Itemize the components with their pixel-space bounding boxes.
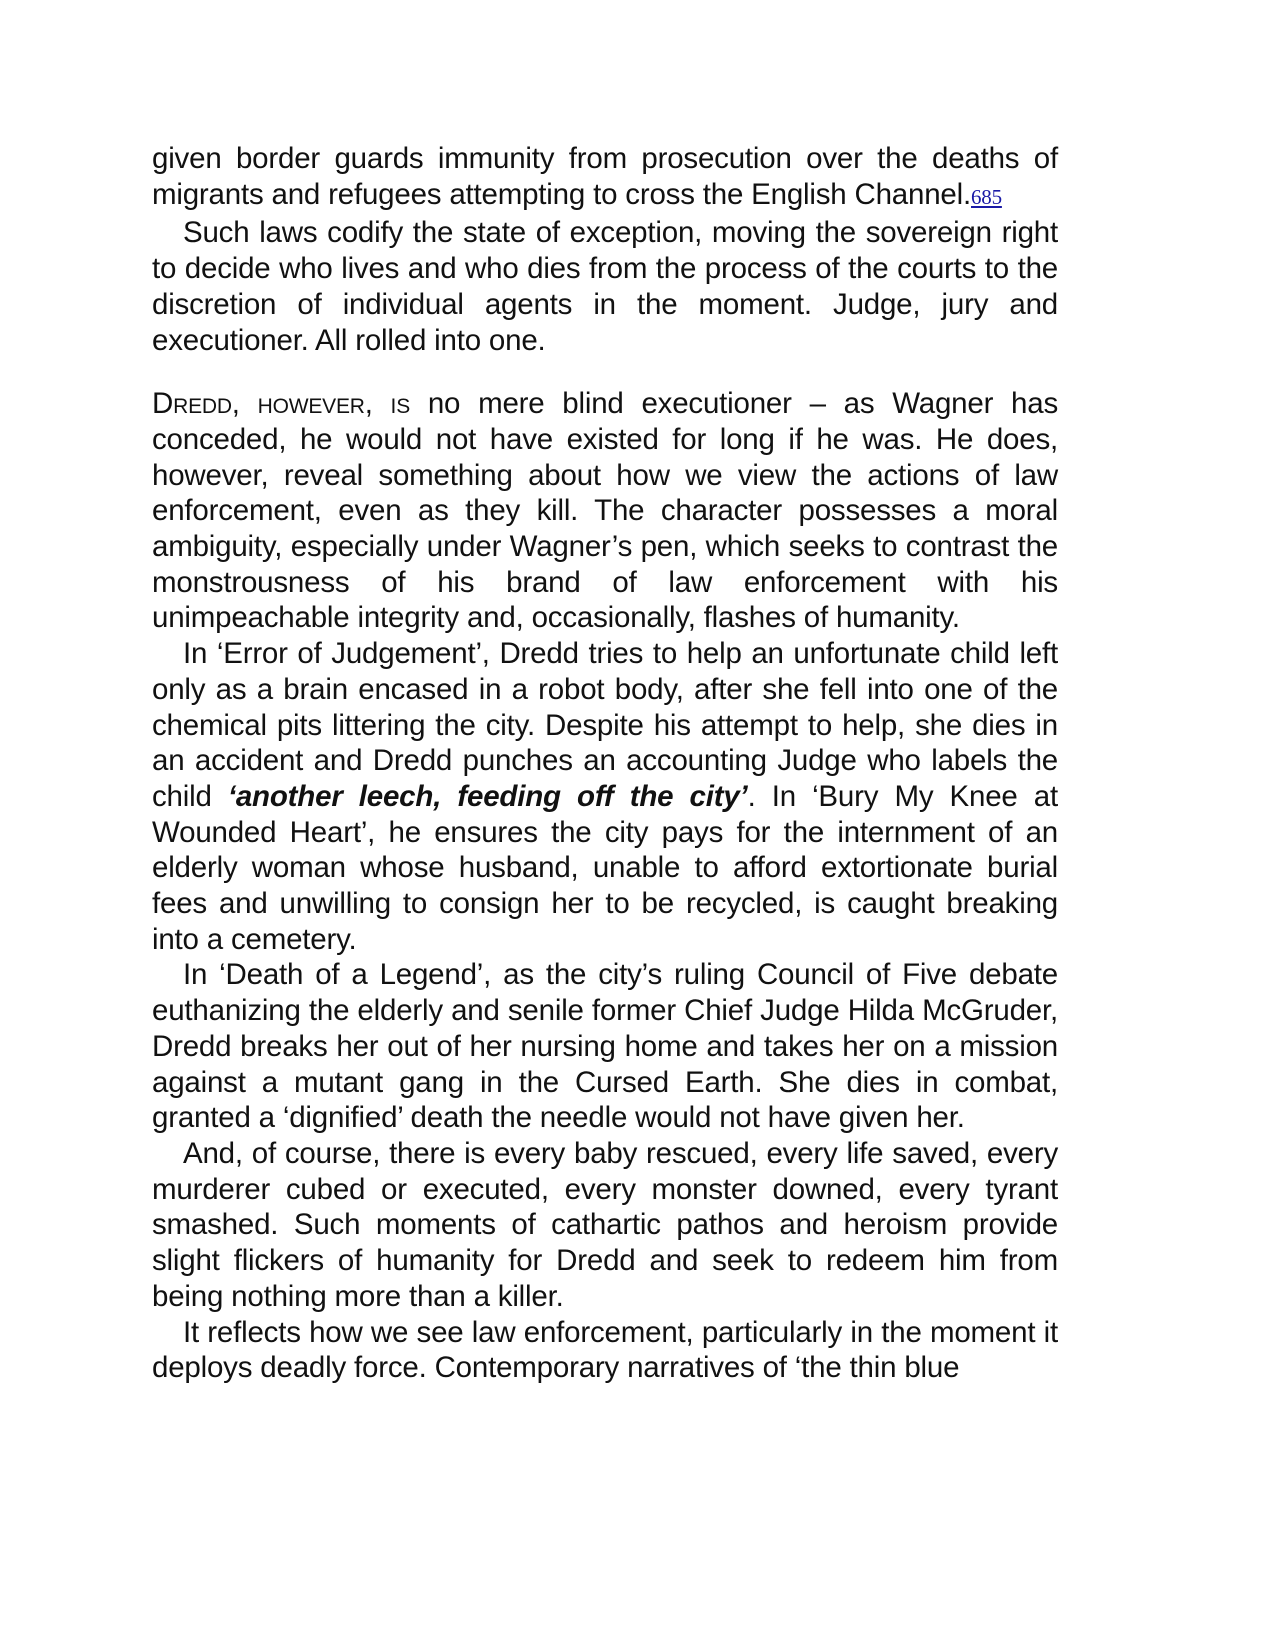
paragraph-6: And, of course, there is every baby rescued, every life saved, every murderer cubed or executed, every monster downed, every tyrant smashed. Such moments of cathartic pathos and heroism provide slight flickers of humanity for Dredd and seek to redeem him from being nothing more than a killer. [152,1136,1058,1313]
paragraph-1-text: given border guards immunity from prosecution over the deaths of migrants and refugees attempting to cross the English Channel. [152,142,1058,211]
paragraph-3-text: no mere blind executioner – as Wagner has conceded, he would not have existed for long if he was. He does, however, reveal something about how we view the actions of law enforcement, even as they kill. The character possesses a moral ambiguity, especially under Wagner’s pen, which seeks to contrast the monstrousness of his brand of law enforcement with his unimpeachable integrity and, occasionally, flashes of humanity. [152,387,1058,635]
paragraph-1 [152,141,1058,215]
document-page [152,141,1058,1386]
paragraph-5: In ‘Death of a Legend’, as the city’s ruling Council of Five debate euthanizing the elderly and senile former Chief Judge Hilda McGruder, Dredd breaks her out of her nursing home and takes her on a mission against a mutant gang in the Cursed Earth. She dies in combat, granted a ‘dignified’ death the needle would not have given her. [152,958,1058,1135]
footnote-link-685[interactable]: 685 [971,184,1002,209]
paragraph-3 [152,386,1058,636]
paragraph-4-text-before: In ‘Error of Judgement’, Dredd tries to help an unfortunate child left only as a brain encased in a robot body, after she fell into one of the chemical pits littering the city. Despite his attempt to help, she dies in an accident and Dredd punches an accounting Judge who labels the child [152,637,1058,813]
paragraph-4-text-after: . In ‘Bury My Knee at Wounded Heart’, he ensures the city pays for the internment of an elderly woman whose husband, unable to afford extortionate burial fees and unwilling to consign her to be recycled, is caught breaking into a cemetery. [152,779,1058,956]
bold-quote: ‘another leech, feeding off the city’ [227,779,748,813]
paragraph-4 [152,636,1058,957]
paragraph-2: Such laws codify the state of exception, moving the sovereign right to decide who lives and who dies from the process of the courts to the discretion of individual agents in the moment. Judge, jury and executioner. All rolled into one. [152,216,1058,357]
paragraph-7: It reflects how we see law enforcement, particularly in the moment it deploys deadly force. Contemporary narratives of ‘the thin blue [152,1315,1058,1385]
section-lead-in: Dredd, however, is [152,387,410,421]
